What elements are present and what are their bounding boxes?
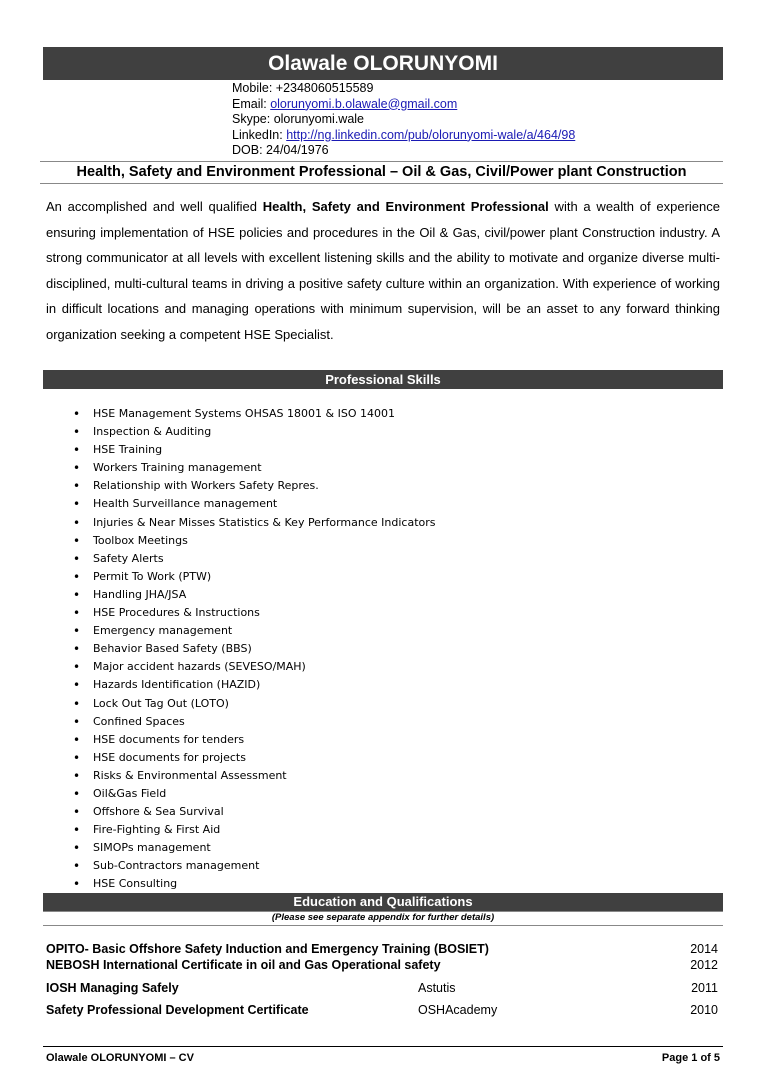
bullet-icon: • — [73, 551, 81, 566]
skill-label: Major accident hazards (SEVESO/MAH) — [93, 660, 306, 674]
skill-item — [60, 676, 436, 694]
skill-label: Behavior Based Safety (BBS) — [93, 642, 252, 656]
bullet-icon: • — [73, 533, 81, 548]
mobile-line — [232, 81, 575, 97]
bullet-icon: • — [73, 569, 81, 584]
summary-body: with a wealth of experience ensuring implementation of HSE policies and procedures in the Oil & Gas, civil/power plant Construction industry. A strong communicator at all levels with excellent listening skills and the ability to motivate and organize diverse multi-disciplined, multi-cultural teams in driving a positive safety culture within an organization. With experience of working in difficult locations and managing operations with minimum supervision, will be an asset to any forward thinking organization seeking a competent HSE Specialist. — [46, 199, 720, 342]
skill-label: SIMOPs management — [93, 841, 211, 855]
skill-item — [60, 514, 436, 532]
skill-label: Safety Alerts — [93, 551, 164, 565]
qualification-title: NEBOSH International Certificate in oil and Gas Operational safety — [46, 958, 441, 972]
bullet-icon: • — [73, 714, 81, 729]
qualification-year: 2014 — [690, 942, 718, 956]
bullet-icon: • — [73, 732, 81, 747]
skill-label: Relationship with Workers Safety Repres. — [93, 479, 319, 493]
skill-label: Offshore & Sea Survival — [93, 805, 224, 819]
qualification-row — [46, 957, 720, 973]
skill-item — [60, 568, 436, 586]
bullet-icon: • — [73, 606, 81, 621]
qualification-title: Safety Professional Development Certificate — [46, 1003, 309, 1017]
bullet-icon: • — [73, 407, 81, 421]
dob-line — [232, 143, 575, 159]
bullet-icon: • — [73, 515, 81, 530]
bullet-icon: • — [73, 425, 81, 440]
summary-intro: An accomplished and well qualified — [46, 199, 263, 214]
skill-item — [60, 658, 436, 676]
skill-item — [60, 839, 436, 857]
education-rule-bottom — [43, 925, 723, 926]
skill-label: HSE Management Systems OHSAS 18001 & ISO 14001 — [93, 407, 395, 420]
mobile-value: +2348060515589 — [275, 81, 374, 95]
skill-label: Oil&Gas Field — [93, 786, 167, 800]
headline-bottom-rule — [40, 183, 723, 184]
linkedin-line — [232, 128, 575, 144]
bullet-icon: • — [73, 805, 81, 820]
skills-list — [60, 405, 436, 894]
candidate-name: Olawale OLORUNYOMI — [43, 47, 723, 80]
bullet-icon: • — [73, 750, 81, 765]
footer-cv-label: Olawale OLORUNYOMI – CV — [46, 1052, 194, 1064]
skill-item — [60, 405, 436, 423]
skill-item — [60, 731, 436, 749]
bullet-icon: • — [73, 461, 81, 476]
skill-item — [60, 713, 436, 731]
skill-item — [60, 767, 436, 785]
skill-item — [60, 423, 436, 441]
skill-label: Toolbox Meetings — [93, 533, 188, 547]
dob-value: 24/04/1976 — [266, 143, 329, 157]
skill-item — [60, 495, 436, 513]
skill-label: HSE documents for projects — [93, 750, 246, 764]
skill-label: Injuries & Near Misses Statistics & Key Performance Indicators — [93, 515, 436, 529]
education-heading: Education and Qualifications — [43, 893, 723, 911]
profile-summary — [46, 194, 720, 347]
qualification-issuer: OSHAcademy — [418, 1003, 498, 1017]
linkedin-label: LinkedIn: — [232, 127, 287, 142]
skill-item — [60, 821, 436, 839]
bullet-icon: • — [73, 443, 81, 458]
bullet-icon: • — [73, 497, 81, 512]
skill-label: Inspection & Auditing — [93, 425, 212, 439]
skill-item — [60, 441, 436, 459]
skill-label: Health Surveillance management — [93, 497, 278, 511]
qualification-title: OPITO- Basic Offshore Safety Induction and Emergency Training (BOSIET) — [46, 942, 489, 956]
skill-label: Lock Out Tag Out (LOTO) — [93, 696, 229, 710]
skill-item — [60, 532, 436, 550]
contact-block — [232, 81, 575, 159]
skill-item — [60, 622, 436, 640]
skill-item — [60, 477, 436, 495]
bullet-icon: • — [73, 479, 81, 494]
skype-value: olorunyomi.wale — [273, 112, 365, 126]
skill-item — [60, 857, 436, 875]
skill-label: HSE documents for tenders — [93, 732, 245, 746]
bullet-icon: • — [73, 624, 81, 639]
qualification-row — [46, 980, 720, 996]
email-link[interactable]: olorunyomi.b.olawale@gmail.com — [270, 96, 458, 111]
mobile-label: Mobile: — [232, 81, 276, 95]
bullet-icon: • — [73, 877, 81, 892]
skype-label: Skype: — [232, 112, 274, 126]
bullet-icon: • — [73, 841, 81, 856]
footer-page-number: Page 1 of 5 — [661, 1052, 720, 1064]
email-line — [232, 97, 575, 113]
bullet-icon: • — [73, 696, 81, 711]
skill-item — [60, 749, 436, 767]
skills-heading: Professional Skills — [43, 370, 723, 389]
skill-label: Permit To Work (PTW) — [93, 569, 212, 583]
skill-label: Hazards Identification (HAZID) — [93, 678, 261, 692]
skill-label: HSE Consulting — [93, 877, 178, 891]
skill-label: HSE Procedures & Instructions — [93, 606, 260, 620]
bullet-icon: • — [73, 642, 81, 657]
skill-item — [60, 785, 436, 803]
email-label: Email: — [232, 96, 271, 111]
skill-item — [60, 875, 436, 893]
skill-label: Workers Training management — [93, 461, 262, 475]
qualification-year: 2012 — [690, 958, 718, 972]
skill-item — [60, 459, 436, 477]
qualification-year: 2010 — [690, 1003, 718, 1017]
summary-emphasis: Health, Safety and Environment Professional — [262, 199, 549, 214]
skill-label: Sub-Contractors management — [93, 859, 260, 873]
skill-label: Fire-Fighting & First Aid — [93, 823, 221, 837]
bullet-icon: • — [73, 786, 81, 801]
skill-label: Confined Spaces — [93, 714, 185, 728]
qualification-year: 2011 — [691, 981, 718, 995]
skill-label: Risks & Environmental Assessment — [93, 768, 287, 782]
bullet-icon: • — [73, 660, 81, 675]
education-note: (Please see separate appendix for further details) — [271, 912, 495, 923]
qualification-title: IOSH Managing Safely — [46, 981, 179, 995]
skill-item — [60, 586, 436, 604]
skill-item — [60, 640, 436, 658]
skill-item — [60, 550, 436, 568]
qualification-row — [46, 941, 720, 957]
skill-item — [60, 695, 436, 713]
bullet-icon: • — [73, 823, 81, 838]
skype-line — [232, 112, 575, 128]
qualification-issuer: Astutis — [418, 981, 456, 995]
dob-label: DOB: — [232, 143, 267, 157]
skill-item — [60, 604, 436, 622]
bullet-icon: • — [73, 768, 81, 783]
footer-rule — [43, 1046, 723, 1047]
skill-item — [60, 803, 436, 821]
skill-label: Emergency management — [93, 624, 233, 638]
qualification-row — [46, 1002, 720, 1018]
bullet-icon: • — [73, 678, 81, 693]
skill-label: Handling JHA/JSA — [93, 587, 187, 601]
bullet-icon: • — [73, 859, 81, 874]
linkedin-link[interactable]: http://ng.linkedin.com/pub/olorunyomi-wale/a/464/98 — [286, 127, 576, 142]
bullet-icon: • — [73, 587, 81, 602]
skill-label: HSE Training — [93, 443, 163, 457]
professional-headline: Health, Safety and Environment Professional – Oil & Gas, Civil/Power plant Construction — [76, 164, 687, 180]
